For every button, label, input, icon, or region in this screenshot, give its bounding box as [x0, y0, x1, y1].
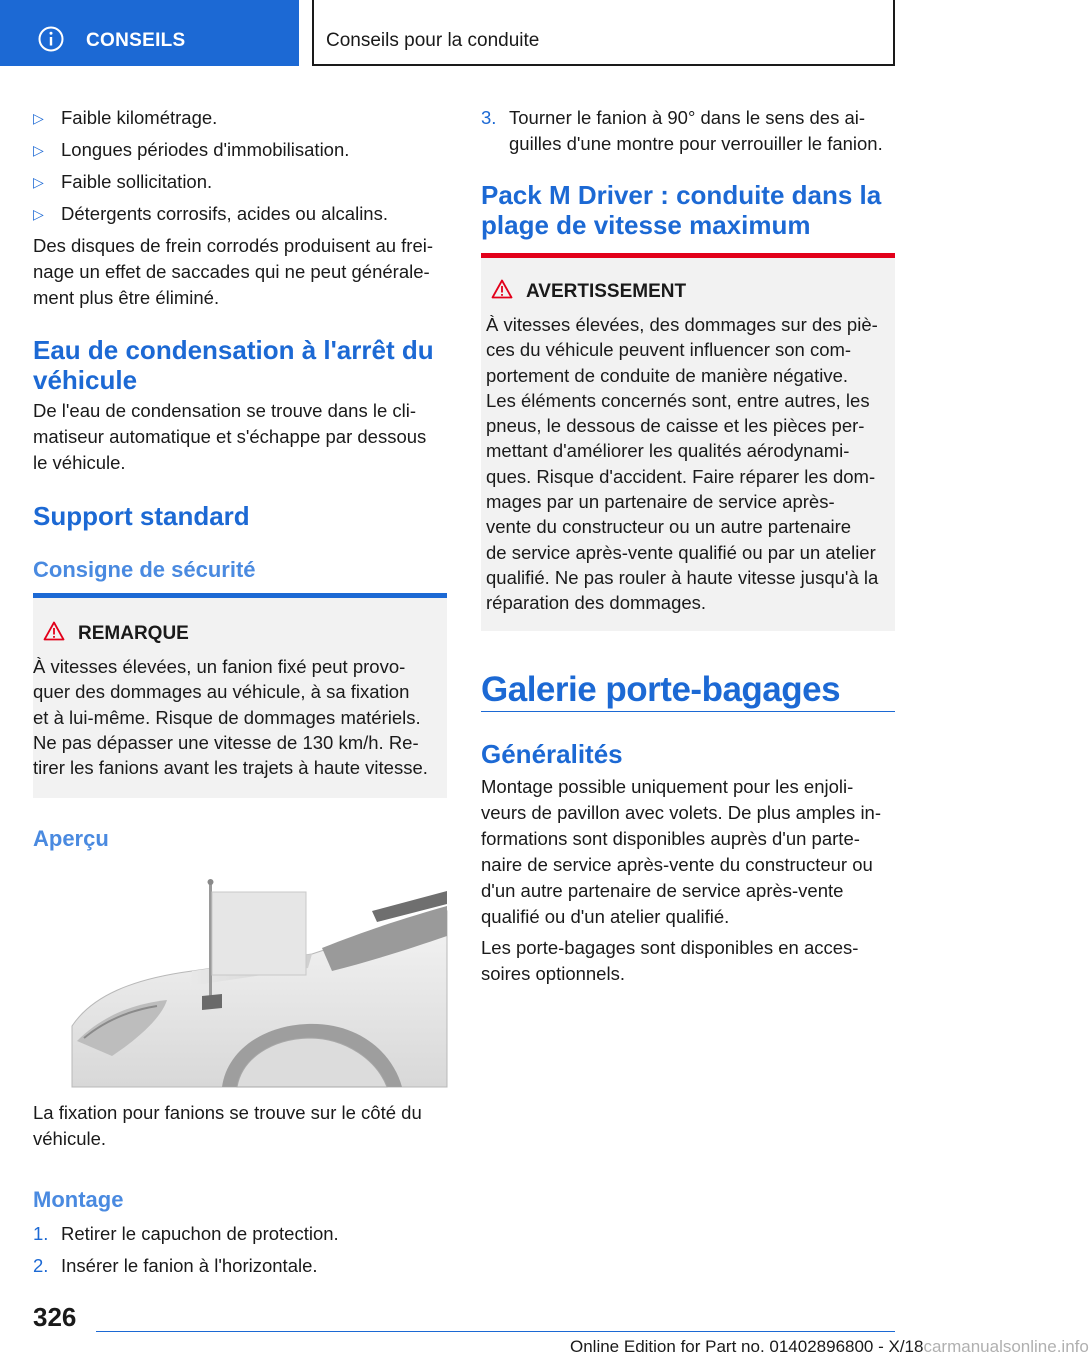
notice-text: À vitesses élevées, un fanion fixé peut provo- quer des dommages au véhicule, à sa fixation et à lui-même. Risque de dommages matériels. Ne pas dépasser une vitesse de 130 km/h. Re- tirer les fanions avant les trajets à haute vitesse. — [33, 656, 428, 779]
accessories-paragraph: Les porte-bagages sont disponibles en acces- soires optionnels. — [481, 937, 859, 984]
pack-m-driver-heading: Pack M Driver : conduite dans la plage de vitesse maximum — [481, 180, 882, 240]
warning-triangle-icon — [491, 279, 513, 299]
apercu-heading: Aperçu — [33, 826, 109, 851]
generalites-heading: Généralités — [481, 739, 623, 769]
notice-bar — [33, 593, 447, 598]
triangle-bullet-icon: ▷ — [33, 206, 44, 222]
support-heading: Support standard — [33, 501, 250, 531]
warning-text: À vitesses élevées, des dommages sur des piè- ces du véhicule peuvent influencer son com- portement de conduite de manière négative. Les éléments concernés sont, entre autres, les pneus, le dessous de caisse et les pièces per- mettant d'améliorer les qualités aérodynami- ques. Risque d'accident. Faire réparer les dom- mages par un partenaire de service après- vente du constructeur ou un autre partenaire de service après-vente qualifié ou par un atelier qualifié. Ne pas rouler à haute vitesse jusqu'à la réparation des dommages. — [486, 314, 879, 614]
notice-box — [33, 593, 447, 798]
montage-heading: Montage — [33, 1187, 124, 1212]
edition-note: Online Edition for Part no. 01402896800 - X/18carmanualsonline.info — [570, 1337, 1089, 1356]
triangle-bullet-icon: ▷ — [33, 174, 44, 190]
warning-bar — [481, 253, 895, 258]
warning-box — [481, 253, 895, 631]
chapter-tab-label: CONSEILS — [86, 30, 186, 51]
section-title: Conseils pour la conduite — [326, 30, 540, 51]
notice-title: REMARQUE — [78, 623, 189, 644]
car-fender-flag-image — [72, 876, 447, 1087]
triangle-bullet-icon: ▷ — [33, 142, 44, 158]
header-divider — [312, 0, 314, 66]
footer-rule — [96, 1331, 895, 1332]
condensation-heading: Eau de condensation à l'arrêt du véhicule — [33, 335, 434, 395]
consigne-heading: Consigne de sécurité — [33, 557, 256, 582]
header-divider — [893, 0, 895, 66]
figure-caption: La fixation pour fanions se trouve sur le côté du véhicule. — [33, 1102, 422, 1149]
flag-mount-illustration — [72, 876, 447, 1087]
header-rule — [312, 64, 894, 66]
watermark: carmanualsonline.info — [923, 1337, 1089, 1356]
page-number: 326 — [33, 1302, 77, 1332]
heading-rule — [481, 711, 895, 712]
triangle-bullet-icon: ▷ — [33, 110, 44, 126]
generalites-paragraph: Montage possible uniquement pour les enjoli- veurs de pavillon avec volets. De plus amples in- formations sont disponibles auprès d'un parte- naire de service après-vente du constructeur ou d'un autre partenaire de service après-vente qualifié ou d'un atelier qualifié. — [481, 776, 881, 927]
warning-title: AVERTISSEMENT — [526, 281, 687, 302]
condensation-paragraph: De l'eau de condensation se trouve dans le cli- matiseur automatique et s'échappe par dessous le véhicule. — [33, 400, 427, 473]
chapter-tab[interactable] — [0, 0, 299, 66]
warning-triangle-icon — [43, 621, 65, 641]
info-icon — [38, 26, 64, 52]
page-header — [0, 0, 960, 66]
galerie-heading: Galerie porte-bagages — [481, 670, 841, 709]
brake-paragraph: Des disques de frein corrodés produisent au frei- nage un effet de saccades qui ne peut générale- ment plus être éliminé. — [33, 235, 434, 308]
